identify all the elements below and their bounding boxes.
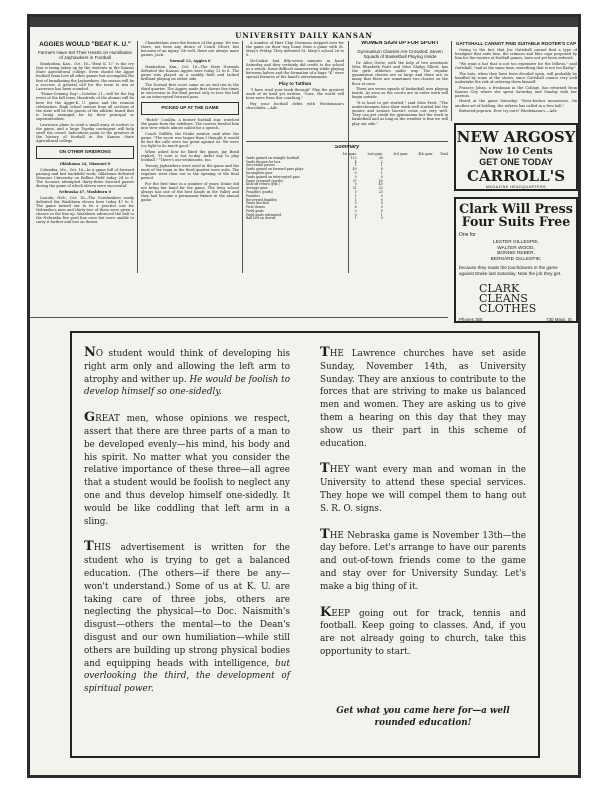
summary-value: 3: [380, 205, 383, 210]
article-paragraph: Chamberlain were the feature of the game. He was there, not from any desire of Coach Olcott, but because of an injury. Oh well, there are always more games, Jack.: [141, 41, 239, 58]
deck-aggies: Farmers Have Set Their Hearts on Humiliation of Jayhawkers in Football: [37, 50, 133, 61]
article-paragraph: Lincoln, Neb., Oct. 16—The Cornhuskers easily defeated the Washburn eleven here today 47 to 0. The game turned out to be a practice one for Nebraska's men and thirty-two of them were given a chance in the line-up. Washburn advanced the ball to the Nebraska five yard line once but were unable to carry it farther and lost on downs.: [36, 195, 134, 225]
column-rule: [242, 41, 243, 273]
summary-header: 4th quar.: [418, 151, 433, 156]
summary-label: Successful passes: [246, 163, 275, 168]
drop-cap: T: [320, 461, 330, 477]
summary-value: 112: [350, 155, 357, 160]
ad-argosy-tagline: MAGAZINE HEADQUARTERS: [485, 185, 547, 189]
ad-clark-name: BONNIE REBER,: [497, 251, 535, 257]
article-paragraph: "Butch" Conklin, a former football star, watched the game from the sidelines. The rooters howled him into view which almost called for a speech.: [141, 118, 239, 131]
article-paragraph: The hats, when they have been decided upon, will probably be handled by some of the stores, since Gattshall cannot very well undertake the risk of ordering them himself.: [455, 71, 577, 84]
drop-cap: K: [320, 604, 332, 620]
ad-argosy-store: CARROLL'S: [466, 167, 566, 185]
article-paragraph: "I have read your book through" Play the greatest work of its kind yet written. "Sure, the world will hear more from this coaching.": [246, 88, 344, 101]
ad-clark-footer: [459, 317, 573, 322]
ad-argosy-title: NEW ARGOSY: [456, 128, 576, 146]
summary-value: 1: [380, 170, 383, 175]
summary-value: 2: [380, 159, 383, 164]
headline-gattshall: GATTSHALL CANNOT FIND SUITABLE ROOTER'S CAP: [455, 41, 577, 46]
box-title: PICKED UP AT THE GAME: [161, 105, 219, 110]
summary-label: Recovered fumbles: [246, 197, 277, 202]
section-rule: [246, 141, 448, 142]
summary-row: [246, 217, 448, 221]
summary-label: Kick-off return (yds.): [246, 182, 280, 187]
summary-value: 16: [378, 178, 383, 183]
summary-value: 0: [354, 182, 357, 187]
drop-cap: G: [84, 410, 96, 426]
ad-emphasis: He would be foolish to develop himself so one-sidedly.: [84, 374, 290, 398]
summary-value: 33: [378, 186, 383, 191]
article-paragraph: Dr. Alice Goetz, with the help of two assistants Miss Elizabeth Pratt and Miss Gladys Elliott, has the girls athletics under way. The regular gymnasium classes are so large and there are so many that there are sometimes two classes on the floor at once.: [352, 61, 448, 86]
article-paragraph: "It is hard to get started," said Miss Pratt. "The underclassmen have their work well started but the juniors and seniors haven't come out very well. They can get credit for gymnasium but the work in basketball and as long as the weather is fine we will play out side.": [352, 101, 448, 126]
article-paragraph: Manhattan, Kan., Oct. 16—"Beat K. U." is the cry that is being taken up by the students in the Kansas State Agricultural college. Even should the Aggie football team lose all other games but accomplish the feat of humiliating the Jayhawkers, the season will be a success. A general call for the team to win at Lawrence has been sounded.: [36, 62, 134, 91]
ad-paragraph: THE Nebraska game is November 13th—the day before. Let's arrange to have our parents and out-of-town friends come to the game and stay over for University Sunday. Let's make a big thing of it.: [320, 526, 526, 592]
summary-value: 0: [380, 174, 383, 179]
ad-paragraph: KEEP going out for track, tennis and football. Keep going to classes. And, if you are not already going to church, take this opportunity to start.: [320, 604, 526, 657]
article-paragraph: "We want a hat that is not too expensive for the fellows," said Gattshall, "and at the same time, something that is not too flashy.": [455, 61, 577, 71]
ad-clark-name: BERNARD GILLESPIE;: [490, 256, 542, 262]
summary-value: 1: [380, 212, 383, 217]
summary-label: Ball lost on downs: [246, 216, 276, 221]
summary-value: 0: [380, 208, 383, 213]
summary-value: 6: [354, 205, 357, 210]
summary-header: 2nd quar.: [367, 151, 383, 156]
ad-clark-cleans: [454, 197, 578, 323]
article-paragraph: Pay your football debts with Wiedemann's chocolates.—Adv.: [246, 101, 344, 111]
ad-clark-headline: Clark Will Press Four Suits Free: [459, 201, 573, 229]
column-rule: [137, 41, 138, 273]
summary-header: 1st quar.: [342, 151, 357, 156]
drop-cap: T: [84, 539, 94, 555]
newspaper-page: [27, 14, 581, 778]
article-paragraph: Frances Johns, a freshman in the College, has returned from Kansas City where she spent Saturday and Sunday with her parents.: [455, 85, 577, 98]
subhead: Normal 13, Aggies 6: [169, 58, 211, 63]
summary-label: Average punt: [246, 186, 268, 191]
article-paragraph: Columbia, Mo., Oct. 16—In a game full of forward passing and fast backfield work, Oklahoma defeated Missouri University on Rollins Field today 24 to 0. The Sooners attempted thirty-three forward passes during the game of which eleven were successful.: [36, 167, 134, 189]
summary-value: 25: [378, 189, 383, 194]
section-rule: [30, 317, 448, 318]
summary-title: Summary: [334, 145, 360, 150]
ad-clark-name: LESTER GILLESPIE,: [493, 240, 539, 245]
summary-table: [246, 153, 448, 221]
ad-closing-line: Get what you came here for—a well rounded education!: [336, 706, 510, 728]
article-paragraph: When asked how he liked the game, Jay Bond replied, "It sure is hot to-day. Awful day to play football." "There's our sentiments, too.: [141, 149, 239, 163]
summary-value: 8: [380, 167, 383, 172]
summary-value: 0: [380, 201, 383, 206]
ad-paragraph: THE Lawrence churches have set aside Sunday, November 14th, as University Sunday. They are anxious to contribute to the forces that are striving to make us balanced men and women. They are asking us to give them a hearing on this day that they may show us their part in this scheme of education.: [320, 345, 526, 449]
summary-value: 1: [354, 163, 357, 168]
ad-clark-phone: Phones 355: [459, 317, 483, 323]
ad-paragraph: THIS advertisement is written for the student who is trying to get a balanced education. (The others—if there be any—won't understand.) Some of us at K. U. are taking care of three jobs, others are neglecting the physical—to Doc. Naismith's disgust—others the mental—to the Dean's disgust and our own humiliation—while still others are building up strong physical bodies and equipping heads with intelligence, but overlooking the third, the development of spiritual power.: [84, 539, 290, 695]
summary-value: 0: [380, 197, 383, 202]
page-top-border: [30, 17, 578, 27]
summary-value: 0: [354, 208, 357, 213]
summary-label: Fumbles: [246, 193, 260, 198]
summary-value: 0: [380, 216, 383, 221]
summary-label: Yards gained on straight football: [246, 155, 299, 160]
article-paragraph: The Normal first score came on an end run in the third quarter. The Aggies made first downs five times in succession in the final period only to lose the ball on an intercepted forward pass.: [141, 82, 239, 99]
summary-value: 37: [352, 178, 357, 183]
article-paragraph: Lawrence plans to send a small army of rooters to the game, and a large Topeka contingent will help swell the crowd. Indications point to the greatest in the history of football in the Kansas State Agricultural college.: [36, 122, 134, 144]
summary-header: Total: [440, 151, 448, 156]
summary-label: Punts blocked: [246, 201, 269, 206]
column-5: [455, 41, 577, 121]
article-paragraph: Twenty Jayhawkers were used in the game and the most of the team in the third quarter were subs. The regulars went then out to the opening of the final period.: [141, 163, 239, 181]
summary-label: Yards thrown for loss: [246, 159, 281, 164]
ad-paragraph: THEY want every man and woman in the University to attend these special services. They hope we will compel them to hang out S. R. O. signs.: [320, 461, 526, 514]
summary-value: 40: [378, 182, 383, 187]
summary-value: 1: [354, 193, 357, 198]
column-4: [352, 41, 448, 141]
subhead: Oklahoma 24, Missouri 0: [59, 162, 111, 167]
summary-value: 5: [354, 189, 357, 194]
summary-value: 31: [352, 186, 357, 191]
ad-clark-names: [459, 240, 573, 262]
summary-label: Punts returned (yards): [246, 178, 283, 183]
summary-label: Yards gained on intercepted pass: [246, 174, 300, 179]
article-paragraph: Buttered popcorn. Ever try ours? Wiedemann's.—Adv.: [459, 109, 558, 114]
article-paragraph: Manhattan, Kan., Oct. 16—The State Normals defeated the Kansas Aggies here today 13 to 6. The game was played on a muddy field and lacked brilliant playing on either side.: [141, 64, 239, 81]
column-3: [246, 41, 344, 141]
summary-value: 1: [380, 163, 383, 168]
drop-cap: T: [320, 345, 330, 360]
headline-aggies: AGGIES WOULD "BEAT K. U.": [39, 41, 131, 48]
summary-value: 0: [380, 193, 383, 198]
column-rule: [451, 41, 452, 121]
subhead: Nebraska 47, Washburn 0: [59, 189, 111, 194]
ad-right-column: [320, 347, 526, 672]
summary-value: 1: [354, 216, 357, 221]
article-paragraph: Heard at the game Saturday: "Deez-bucker moaneroos. On another set of holding, the referee has called in a free ball.": [455, 99, 577, 108]
summary-value: 0: [354, 174, 357, 179]
ad-clark-name: WALTER WOOD,: [497, 245, 535, 251]
ad-university-sunday: [70, 331, 540, 758]
ad-new-argosy: [454, 123, 578, 191]
box-title: ON OTHER GRIDIRONS: [59, 149, 111, 155]
drop-cap: T: [320, 526, 330, 542]
box-picked-up: [141, 102, 239, 115]
summary-value: 0: [354, 212, 357, 217]
ad-clark-onefor: One for: [459, 232, 476, 238]
headline-women-sport: WOMEN SIGN UP FOR SPORT: [361, 41, 439, 46]
summary-box: [246, 145, 448, 273]
article-paragraph: McCaskie had fifty-seven minutes in hand Saturday and they certainly did credit to the school as a result. Some difficult maneuvering while playing between halves and the formation of a huge "K" were special features of the band's entertainment.: [246, 58, 344, 80]
summary-header: 3rd quar.: [393, 151, 408, 156]
summary-value: 49: [352, 167, 357, 172]
summary-label: First downs: [246, 205, 266, 210]
summary-value: 38: [378, 155, 383, 160]
box-other-gridirons: [36, 146, 134, 159]
article-paragraph: For the first time in a number of years Drake did not bring her band for the game. The Iowa school always has one of the best bands in the Valley and they had become a permanent fixture in the annual game.: [141, 181, 239, 203]
summary-value: 0: [354, 201, 357, 206]
summary-label: Yards gained on forward pass plays: [246, 167, 304, 172]
ad-left-column: [84, 347, 290, 709]
article-paragraph: A number of Hart Chip Normans stepped over for the game on their way home from a game with St. Mary's Friday. They defeated St. Mary's school 26 to 0.: [246, 41, 344, 58]
ad-clark-address: 730 Mass. St.: [546, 317, 573, 323]
summary-value: 0: [354, 170, 357, 175]
subhead: Play to Tatthan: [278, 81, 312, 87]
drop-cap: N: [84, 345, 96, 360]
summary-value: 1: [354, 197, 357, 202]
article-paragraph: Owing to the fact that Joe Gattshall cannot find a type of headgear that suits him, the crimson and blue caps proposed by him for the rooters at football games, have not yet been ordered.: [455, 48, 577, 61]
article-paragraph: "Home-Coming Day"—October 21—will be the big event of the fall term. Hundreds of the alumni will be here for the Aggie-K. U. game and the reunion celebration. High school seniors from all sections of the state will be the guests of the athletic board that is being arranged for by their principal or superintendent.: [36, 92, 134, 121]
summary-label: Field goals attempted: [246, 212, 282, 217]
column-1: [36, 41, 134, 273]
ad-paragraph: GREAT men, whose opinions we respect, assert that there are three parts of a man to be developed evenly—his mind, his body and his spirit. No matter what you consider the relative importance of these three—all agree that a student would be foolish to neglect any one and thus develop himself one-sidedly. It would be like coddling that left arm in a sling.: [84, 410, 290, 527]
ad-paragraph: NO student would think of developing his right arm only and allowing the left arm to atrophy and wither up. He would be foolish to develop himself so one-sidedly.: [84, 345, 290, 398]
article-paragraph: There are seven squads of basketball now playing inside. As soon as the courts are in order work will begin outside.: [352, 87, 448, 100]
column-2: [141, 41, 239, 273]
masthead: UNIVERSITY DAILY KANSAN: [235, 31, 373, 40]
ad-argosy-price: Now 10 Cents: [479, 146, 553, 157]
summary-label: Incomplete pass: [246, 170, 273, 175]
ad-clark-body: because they made the touchdowns in the game against Drake last Saturday. Note the job they get.: [459, 265, 562, 276]
ad-emphasis: but overlooking the third, the development of spiritual power.: [84, 658, 290, 695]
summary-label: Field goals: [246, 208, 264, 213]
article-paragraph: Coach Griffith, the Drake mentor, said after the game, "The score was larger than I thought it would be but the calls were too great against us. We were too light to do much good.": [141, 131, 239, 149]
ad-clark-logo: CLARK CLEANS CLOTHES: [479, 282, 537, 316]
deck-women-sport: Gymnasium Classes Are Crowded; Seven Squads of Basketball Playing Inside: [357, 48, 443, 59]
ad-argosy-cta: GET ONE TODAY: [479, 157, 553, 167]
summary-value: 4: [354, 159, 357, 164]
summary-label: Penalties (yards): [246, 189, 274, 194]
